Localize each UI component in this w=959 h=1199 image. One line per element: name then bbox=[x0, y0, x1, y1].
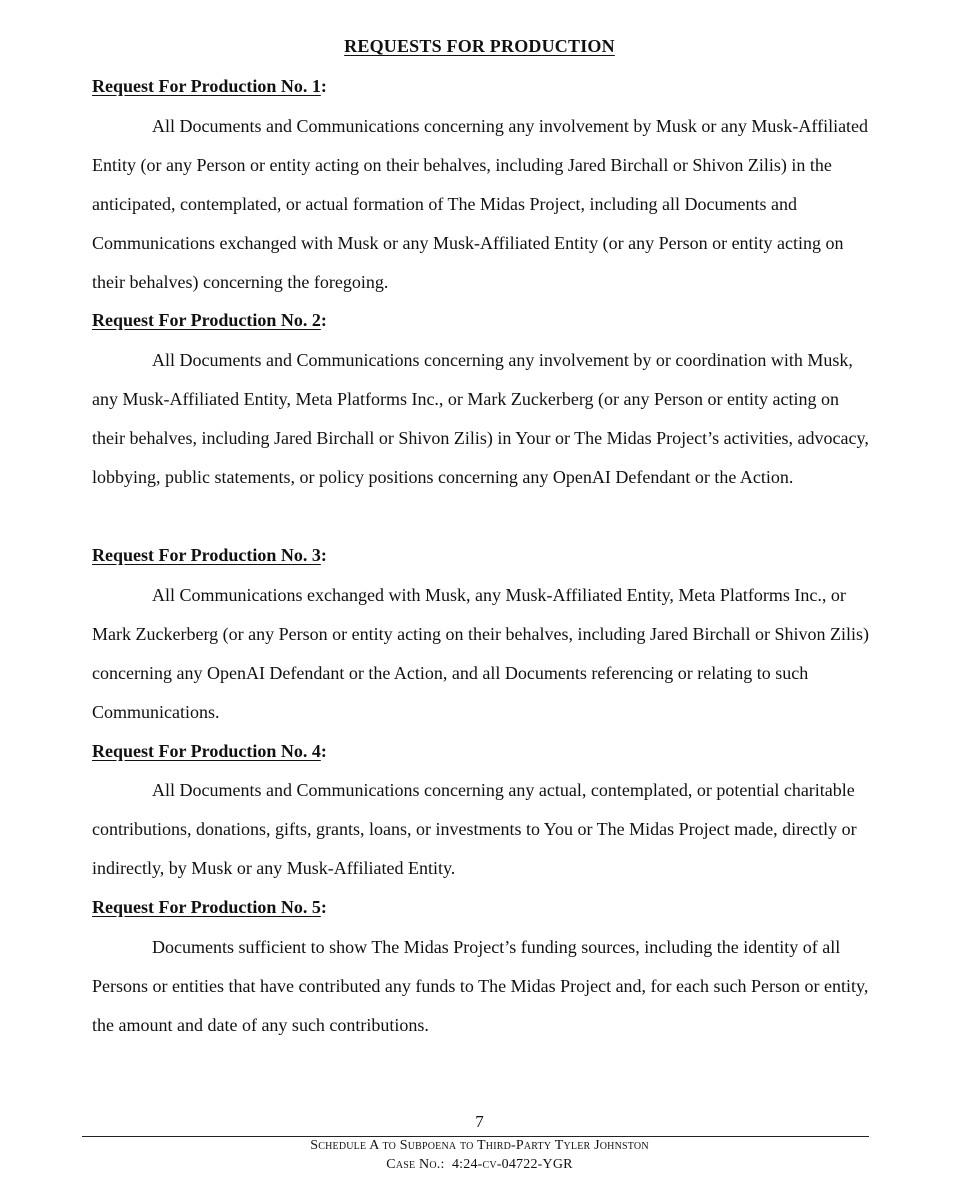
request-body-4: All Documents and Communications concerning any actual, contemplated, or potential charitable contributions, donations, gifts, grants, loans, or investments to You or The Midas Project made, directly or indirectly, by Musk or any Musk-Affiliated Entity. bbox=[92, 780, 857, 878]
request-heading-1: Request For Production No. 1: bbox=[92, 76, 327, 96]
request-body-2: All Documents and Communications concerning any involvement by or coordination with Musk, any Musk-Affiliated Entity, Meta Platforms Inc., or Mark Zuckerberg (or any Person or entity acting on their behalves, including Jared Birchall or Shivon Zilis) in Your or The Midas Project’s activities, advocacy, lobbying, public statements, or policy positions concerning any OpenAI Defendant or the Action. bbox=[92, 350, 869, 487]
request-heading-3-text: Request For Production No. 3 bbox=[92, 545, 321, 565]
footer-divider bbox=[82, 1136, 869, 1137]
request-heading-5: Request For Production No. 5: bbox=[92, 897, 327, 917]
request-body-5: Documents sufficient to show The Midas Project’s funding sources, including the identity of all Persons or entities that have contributed any funds to The Midas Project and, for each such Person or entity, the amount and date of any such contributions. bbox=[92, 937, 869, 1035]
request-heading-2-text: Request For Production No. 2 bbox=[92, 310, 321, 330]
page-number: 7 bbox=[475, 1112, 484, 1131]
request-heading-2: Request For Production No. 2: bbox=[92, 310, 327, 330]
request-heading-1-text: Request For Production No. 1 bbox=[92, 76, 321, 96]
request-body-3: All Communications exchanged with Musk, any Musk-Affiliated Entity, Meta Platforms Inc., or Mark Zuckerberg (or any Person or entity acting on their behalves, including Jared Birchall or Shivon Zilis) concerning any OpenAI Defendant or the Action, and all Documents referencing or relating to such Communications. bbox=[92, 585, 869, 722]
request-heading-4-text: Request For Production No. 4 bbox=[92, 741, 321, 761]
page-title: REQUESTS FOR PRODUCTION bbox=[344, 36, 615, 56]
footer-schedule-title: Schedule A to Subpoena to Third-Party Tyler Johnston bbox=[310, 1138, 649, 1153]
request-body-1: All Documents and Communications concerning any involvement by Musk or any Musk-Affiliated Entity (or any Person or entity acting on their behalves, including Jared Birchall or Shivon Zilis) in the anticipated, contemplated, or actual formation of The Midas Project, including all Documents and Communications exchanged with Musk or any Musk-Affiliated Entity (or any Person or entity acting on their behalves) concerning the foregoing. bbox=[92, 116, 869, 292]
request-heading-3: Request For Production No. 3: bbox=[92, 545, 327, 565]
request-heading-5-text: Request For Production No. 5 bbox=[92, 897, 321, 917]
footer-case-number: Case No.: 4:24-cv-04722-YGR bbox=[386, 1157, 573, 1172]
request-heading-4: Request For Production No. 4: bbox=[92, 741, 327, 761]
